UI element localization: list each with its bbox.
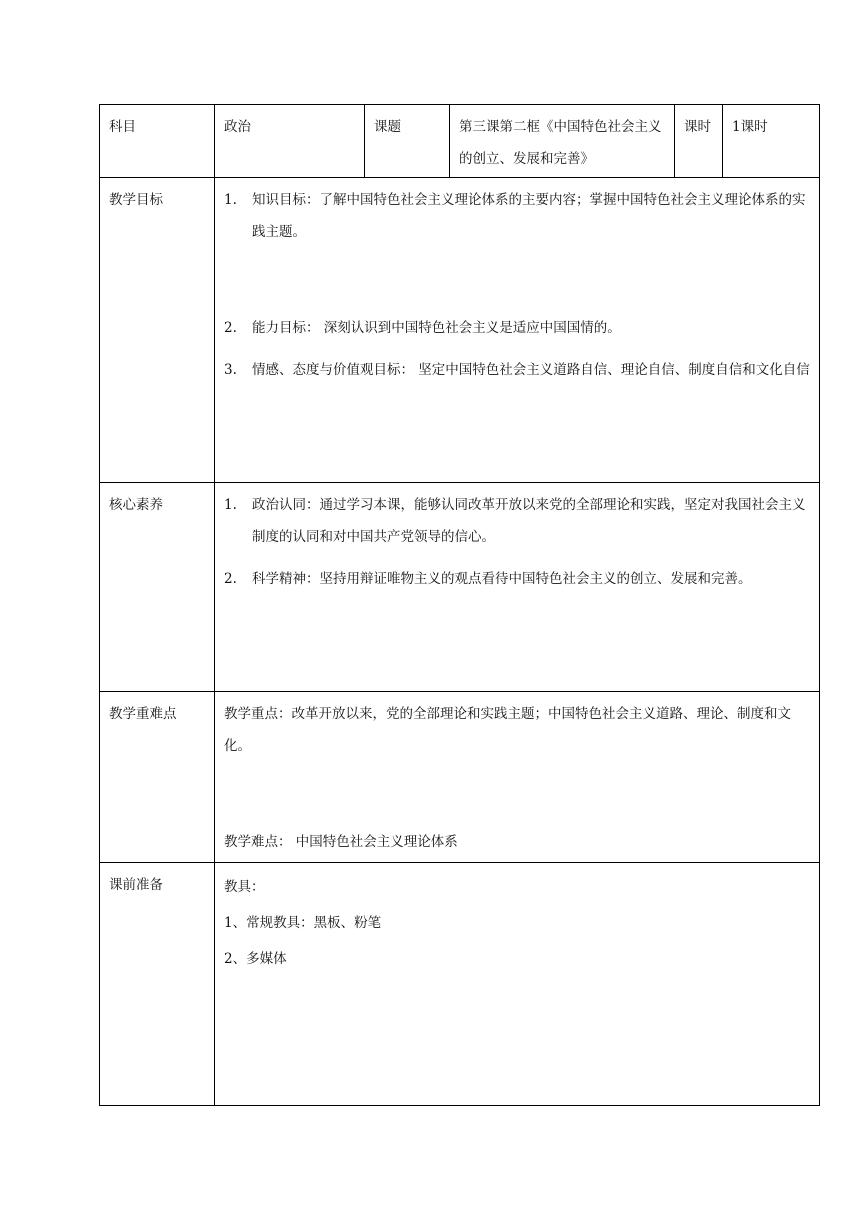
objectives-content xyxy=(215,178,820,483)
prep-line: 2、多媒体 xyxy=(224,951,287,967)
core-item: 2. 科学精神：坚持用辩证唯物主义的观点看待中国特色社会主义的创立、发展和完善。 xyxy=(224,571,752,587)
teaching-difficulty: 教学难点： 中国特色社会主义理论体系 xyxy=(224,834,458,850)
keypoints-label: 教学重难点 xyxy=(100,692,215,863)
prep-content xyxy=(215,863,820,1106)
keypoints-row xyxy=(100,692,820,863)
core-item: 1. 政治认同：通过学习本课，能够认同改革开放以来党的全部理论和实践，坚定对我国社会主义制度的认同和对中国共产党领导的信心。 xyxy=(224,497,806,545)
core-label: 核心素养 xyxy=(100,483,215,692)
subject-label: 科目 xyxy=(100,105,215,178)
prep-line: 教具： xyxy=(224,879,265,895)
core-content xyxy=(215,483,820,692)
keypoints-content xyxy=(215,692,820,863)
prep-label: 课前准备 xyxy=(100,863,215,1106)
objective-item: 2. 能力目标： 深刻认识到中国特色社会主义是适应中国国情的。 xyxy=(224,320,621,336)
core-row xyxy=(100,483,820,692)
period-label: 课时 xyxy=(675,105,723,178)
prep-row xyxy=(100,863,820,1106)
teaching-focus: 教学重点：改革开放以来，党的全部理论和实践主题；中国特色社会主义道路、理论、制度和文化。 xyxy=(224,706,791,754)
subject-value: 政治 xyxy=(215,105,365,178)
prep-line: 1、常规教具：黑板、粉笔 xyxy=(224,915,382,931)
lesson-plan-table xyxy=(99,104,820,1106)
topic-label: 课题 xyxy=(365,105,450,178)
header-row xyxy=(100,105,820,178)
topic-value: 第三课第二框《中国特色社会主义的创立、发展和完善》 xyxy=(450,105,675,178)
objective-item: 1. 知识目标：了解中国特色社会主义理论体系的主要内容；掌握中国特色社会主义理论体系的实践主题。 xyxy=(224,192,806,240)
objectives-row xyxy=(100,178,820,483)
objective-item: 3. 情感、态度与价值观目标： 坚定中国特色社会主义道路自信、理论自信、制度自信和文化自信 xyxy=(224,362,810,378)
objectives-label: 教学目标 xyxy=(100,178,215,483)
period-value: 1课时 xyxy=(723,105,820,178)
